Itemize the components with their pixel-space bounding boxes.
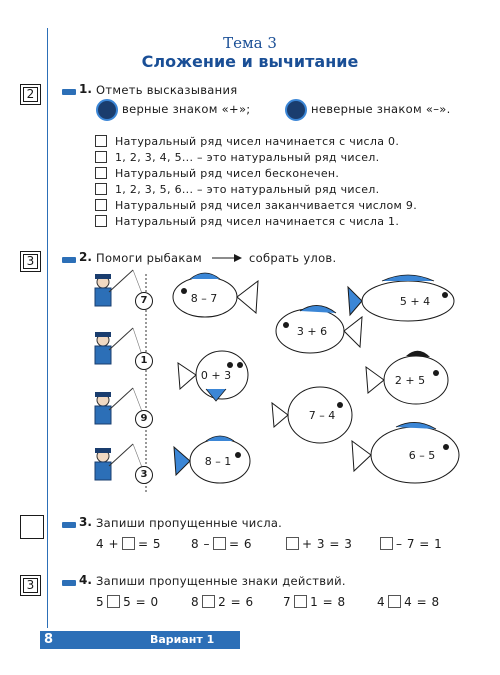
fish[interactable] [352, 422, 459, 483]
task4-number: 4. [79, 573, 92, 587]
task2-instruction-start: Помоги рыбакам [96, 251, 202, 265]
fish-label: 2 + 5 [394, 374, 426, 387]
task3-instruction: Запиши пропущенные числа. [96, 516, 283, 530]
fish[interactable] [174, 436, 250, 483]
true-statement-icon [96, 99, 118, 121]
fisherman-number: 9 [135, 410, 153, 428]
task-marker [62, 580, 76, 586]
score-box-task4[interactable]: 3 [20, 575, 41, 596]
task-marker [62, 522, 76, 528]
statement-checkbox[interactable] [95, 183, 107, 195]
variant-label: Вариант 1 [150, 633, 215, 646]
fish[interactable] [272, 387, 352, 443]
equation-left: 4 [377, 595, 386, 609]
equation-left: 4 + [96, 537, 120, 551]
true-label: верные знаком «+»; [122, 102, 251, 116]
page-number: 8 [44, 632, 54, 647]
fishermen-illustration [85, 268, 165, 498]
fish-label: 8 – 7 [190, 292, 218, 305]
fisherman-number: 7 [135, 292, 153, 310]
statement-text: Натуральный ряд чисел начинается с числа 1. [115, 215, 400, 228]
answer-blank[interactable] [213, 537, 226, 550]
answer-blank[interactable] [380, 537, 393, 550]
margin-line [47, 28, 48, 628]
equation-right: – 7 = 1 [396, 537, 443, 551]
fish-label: 7 – 4 [308, 409, 336, 422]
fisherman-number: 1 [135, 352, 153, 370]
equation-right: = 6 [228, 537, 252, 551]
fish[interactable] [173, 273, 258, 317]
fish-label: 6 – 5 [408, 449, 436, 462]
score-box-task3[interactable] [20, 515, 44, 539]
equation [377, 595, 440, 609]
statement-text: 1, 2, 3, 4, 5... – это натуральный ряд чисел. [115, 151, 380, 164]
statement-row [95, 167, 339, 181]
fish[interactable] [366, 351, 448, 404]
arrow-right-icon [210, 252, 244, 264]
task-marker [62, 257, 76, 263]
page-title: Сложение и вычитание [141, 52, 359, 71]
statement-checkbox[interactable] [95, 215, 107, 227]
task3-number: 3. [79, 515, 92, 529]
statement-checkbox[interactable] [95, 135, 107, 147]
statement-checkbox[interactable] [95, 199, 107, 211]
task1-number: 1. [79, 82, 92, 96]
fish-label: 0 + 3 [200, 369, 232, 382]
statement-row [95, 199, 417, 213]
statement-row [95, 215, 399, 229]
statement-row [95, 183, 379, 197]
statement-text: Натуральный ряд чисел заканчивается числом 9. [115, 199, 418, 212]
sign-blank[interactable] [388, 595, 401, 608]
task4-instruction: Запиши пропущенные знаки действий. [96, 574, 346, 588]
fisherman-number: 3 [135, 466, 153, 484]
equation [283, 537, 352, 551]
equation-right: 2 = 6 [218, 595, 254, 609]
equation [96, 595, 159, 609]
false-label: неверные знаком «–». [311, 102, 451, 116]
fish-illustration [160, 265, 480, 505]
fish-label: 3 + 6 [296, 325, 328, 338]
equation-left: 7 [283, 595, 292, 609]
equation-right: 5 = 0 [123, 595, 159, 609]
equation-left: 8 [191, 595, 200, 609]
fish-label: 5 + 4 [399, 295, 431, 308]
sign-blank[interactable] [202, 595, 215, 608]
answer-blank[interactable] [286, 537, 299, 550]
equation [191, 537, 252, 551]
equation-right: 4 = 8 [404, 595, 440, 609]
equation-left: 5 [96, 595, 105, 609]
task1-instruction: Отметь высказывания [96, 83, 238, 97]
fish[interactable] [348, 275, 454, 321]
statement-text: Натуральный ряд чисел бесконечен. [115, 167, 340, 180]
equation-right: 1 = 8 [310, 595, 346, 609]
task-marker [62, 89, 76, 95]
fish[interactable] [276, 305, 362, 353]
statement-checkbox[interactable] [95, 151, 107, 163]
equation [377, 537, 442, 551]
score-box-task1[interactable]: 2 [20, 84, 41, 105]
statement-row [95, 151, 379, 165]
topic-label: Тема 3 [223, 34, 277, 52]
equation [191, 595, 254, 609]
equation-left: 8 – [191, 537, 210, 551]
fish[interactable] [178, 351, 248, 401]
answer-blank[interactable] [122, 537, 135, 550]
equation-right: = 5 [138, 537, 162, 551]
task2-number: 2. [79, 250, 92, 264]
sign-blank[interactable] [294, 595, 307, 608]
score-box-task2[interactable]: 3 [20, 251, 41, 272]
task2-instruction-end: собрать улов. [249, 251, 337, 265]
false-statement-icon [285, 99, 307, 121]
statement-row [95, 135, 399, 149]
statement-checkbox[interactable] [95, 167, 107, 179]
sign-blank[interactable] [107, 595, 120, 608]
equation [283, 595, 346, 609]
fish-label: 8 – 1 [204, 455, 232, 468]
statement-text: 1, 2, 3, 5, 6... – это натуральный ряд чисел. [115, 183, 380, 196]
equation-right: + 3 = 3 [302, 537, 353, 551]
equation [96, 537, 161, 551]
statement-text: Натуральный ряд чисел начинается с числа 0. [115, 135, 400, 148]
